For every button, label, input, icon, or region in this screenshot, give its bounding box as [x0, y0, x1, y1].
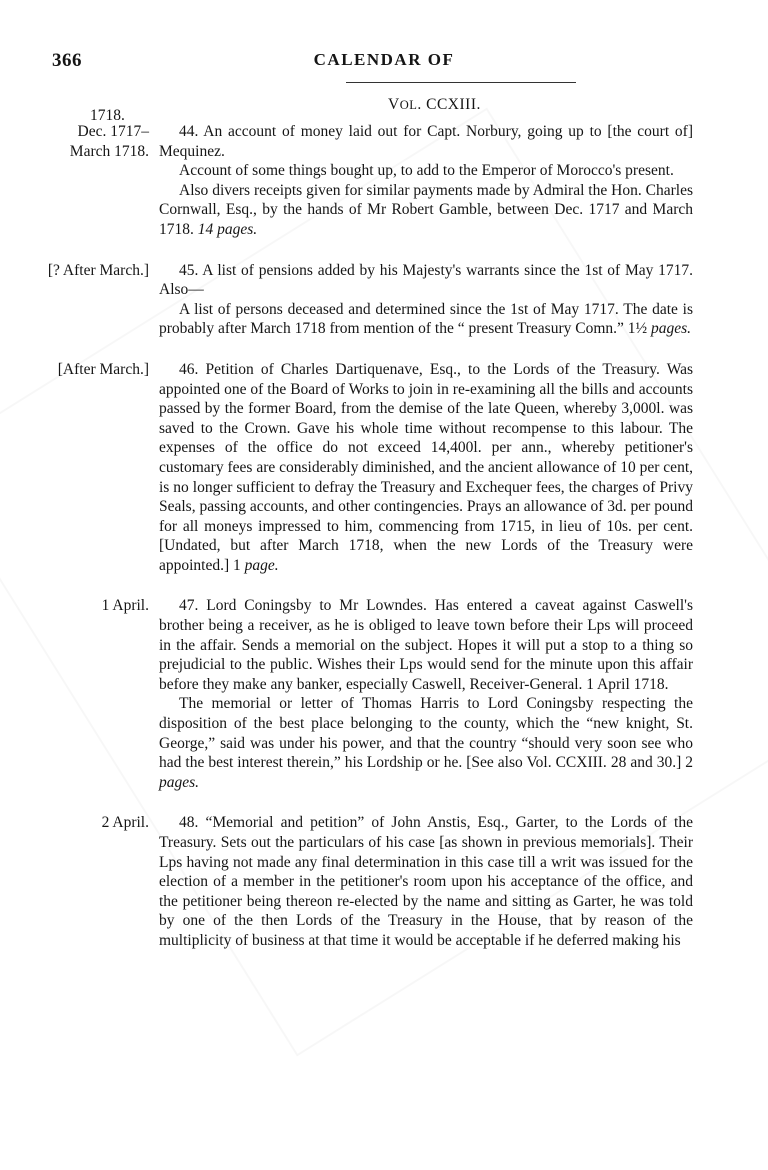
- entry-date: Dec. 1717– March 1718.: [69, 123, 149, 160]
- page-header: [0, 40, 768, 74]
- entry-text: [159, 596, 693, 792]
- entries-list: [0, 122, 768, 972]
- entry-48: [0, 813, 768, 950]
- entry-45: [0, 261, 768, 339]
- entry-paragraph: A list of persons deceased and determined since the 1st of May 1717. The date is probably after March 1718 from mention of the “ present Treasury Comn.” 1½ pages.: [159, 300, 693, 338]
- page-count: pages.: [159, 773, 200, 791]
- entry-paragraph: The memorial or letter of Thomas Harris to Lord Coningsby respecting the disposition of the best place belonging to the county, which the “new knight, St. George,” said was under his power, and that the country “should very soon see who had the best interest therein,” his Lordship or he. [See also Vol. CCXIII. 28 and 30.] 2 pages.: [159, 695, 693, 791]
- entry-paragraph: 46. Petition of Charles Dartiquenave, Esq., to the Lords of the Treasury. Was appointed one of the Board of Works to join in re-examining all the bills and accounts passed by the former Board, from the demise of the late Queen, whereby 3,000l. was saved to the Crown. Gave his whole time without recompense to this labour. The expenses of the office do not exceed 14,400l. per ann., whereby petitioner's customary fees are considerably diminished, and the ancient allowance of 10 per cent, is no longer sufficient to defray the Treasury and Exchequer fees, the charges of Privy Seals, passing accounts, and other contingencies. Prays an allowance of 3d. per pound for all moneys impressed to him, commencing from 1715, in lieu of 10s. per cent. [Undated, but after March 1718, when the new Lords of the Treasury were appointed.] 1 page.: [159, 360, 693, 574]
- entry-paragraph: 45. A list of pensions added by his Majesty's warrants since the 1st of May 1717. Also—: [159, 261, 693, 299]
- page-count: 14 pages.: [197, 220, 258, 238]
- entry-date: [After March.]: [57, 360, 149, 378]
- entry-46: [0, 360, 768, 576]
- entry-47: [0, 596, 768, 792]
- entry-date: [? After March.]: [47, 261, 149, 279]
- volume-number: . CCXIII.: [417, 96, 481, 113]
- volume-small-caps: OL: [399, 98, 418, 112]
- running-head: CALENDAR OF: [313, 50, 455, 69]
- entry-text: [159, 261, 693, 339]
- year-label: 1718.: [90, 107, 125, 124]
- volume-label: [388, 96, 481, 114]
- entry-44: [0, 122, 768, 240]
- entry-paragraph: 48. “Memorial and petition” of John Anstis, Esq., Garter, to the Lords of the Treasury. Sets out the particulars of his case [as shown in previous memorials]. Their Lps having not made any final determination in this case till a writ was issued for the election of a member in the petitioner's room upon his acceptance of the office, and the petitioner being thereon re-elected by the name and sitting as Garter, he was told by one of the then Lords of the Treasury in the House, that by reason of the multiplicity of business at that time it would be acceptable if he deferred making his: [159, 814, 693, 949]
- entry-text: [159, 360, 693, 576]
- entry-date: 1 April.: [101, 597, 149, 615]
- entry-paragraph: Account of some things bought up, to add to the Emperor of Morocco's present.: [179, 162, 674, 180]
- volume-prefix: V: [388, 96, 400, 113]
- page-number: 366: [52, 50, 82, 71]
- header-rule: [346, 82, 576, 83]
- entry-paragraph: Also divers receipts given for similar payments made by Admiral the Hon. Charles Cornwall, Esq., by the hands of Mr Robert Gamble, between Dec. 1717 and March 1718. 14 pages.: [159, 181, 693, 238]
- page-count: page.: [244, 556, 279, 574]
- entry-paragraph: 47. Lord Coningsby to Mr Lowndes. Has entered a caveat against Caswell's brother being a receiver, as he is obliged to leave town before their Lps will proceed in the affair. Sends a memorial on the subject. Hopes it will put a stop to a thing so prejudicial to the public. Wishes their Lps would send for the minute upon this affair before they make any banker, especially Caswell, Receiver-General. 1 April 1718.: [159, 597, 693, 693]
- entry-text: [159, 813, 693, 950]
- entry-date: 2 April.: [101, 814, 149, 832]
- entry-text: [159, 122, 693, 240]
- page-count: pages.: [651, 320, 692, 338]
- entry-paragraph: 44. An account of money laid out for Capt. Norbury, going up to [the court of] Mequinez.: [159, 123, 693, 160]
